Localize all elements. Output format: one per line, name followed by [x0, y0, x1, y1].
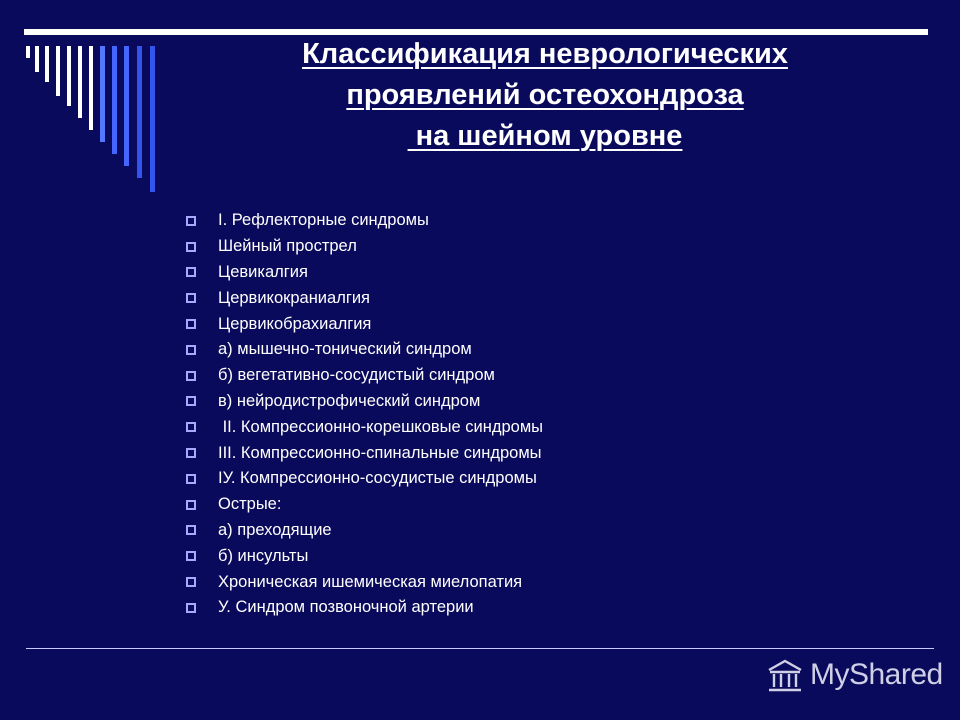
square-bullet-icon	[186, 422, 196, 432]
list-item: Цервикокраниалгия	[186, 285, 543, 311]
watermark-text: MyShared	[810, 658, 943, 691]
list-item: Острые:	[186, 492, 543, 518]
title-line-1: Классификация неврологических	[302, 38, 788, 70]
list-item: а) мышечно-тонический синдром	[186, 337, 543, 363]
list-item: в) нейродистрофический синдром	[186, 389, 543, 415]
list-item: а) преходящие	[186, 518, 543, 544]
square-bullet-icon	[186, 371, 196, 381]
square-bullet-icon	[186, 525, 196, 535]
square-bullet-icon	[186, 345, 196, 355]
square-bullet-icon	[186, 319, 196, 329]
list-item: II. Компрессионно-корешковые синдромы	[186, 414, 543, 440]
list-item: III. Компрессионно-спинальные синдромы	[186, 440, 543, 466]
square-bullet-icon	[186, 293, 196, 303]
square-bullet-icon	[186, 577, 196, 587]
slide-title	[180, 34, 910, 157]
square-bullet-icon	[186, 500, 196, 510]
square-bullet-icon	[186, 216, 196, 226]
square-bullet-icon	[186, 396, 196, 406]
list-item: б) инсульты	[186, 543, 543, 569]
school-building-icon	[766, 656, 804, 694]
decorative-stripes	[0, 0, 200, 200]
list-item: Шейный прострел	[186, 234, 543, 260]
list-item: Цервикобрахиалгия	[186, 311, 543, 337]
list-item: IУ. Компрессионно-сосудистые синдромы	[186, 466, 543, 492]
list-item: Хроническая ишемическая миелопатия	[186, 569, 543, 595]
classification-list	[186, 208, 543, 621]
list-item: У. Синдром позвоночной артерии	[186, 595, 543, 621]
bottom-divider	[26, 648, 934, 649]
square-bullet-icon	[186, 242, 196, 252]
square-bullet-icon	[186, 474, 196, 484]
square-bullet-icon	[186, 448, 196, 458]
list-item: б) вегетативно-сосудистый синдром	[186, 363, 543, 389]
square-bullet-icon	[186, 603, 196, 613]
title-line-2: проявлений остеохондроза	[346, 79, 744, 111]
square-bullet-icon	[186, 551, 196, 561]
watermark-logo[interactable]	[766, 655, 943, 695]
title-line-3: на шейном уровне	[407, 120, 683, 152]
list-item: Цевикалгия	[186, 260, 543, 286]
square-bullet-icon	[186, 267, 196, 277]
list-item: I. Рефлекторные синдромы	[186, 208, 543, 234]
